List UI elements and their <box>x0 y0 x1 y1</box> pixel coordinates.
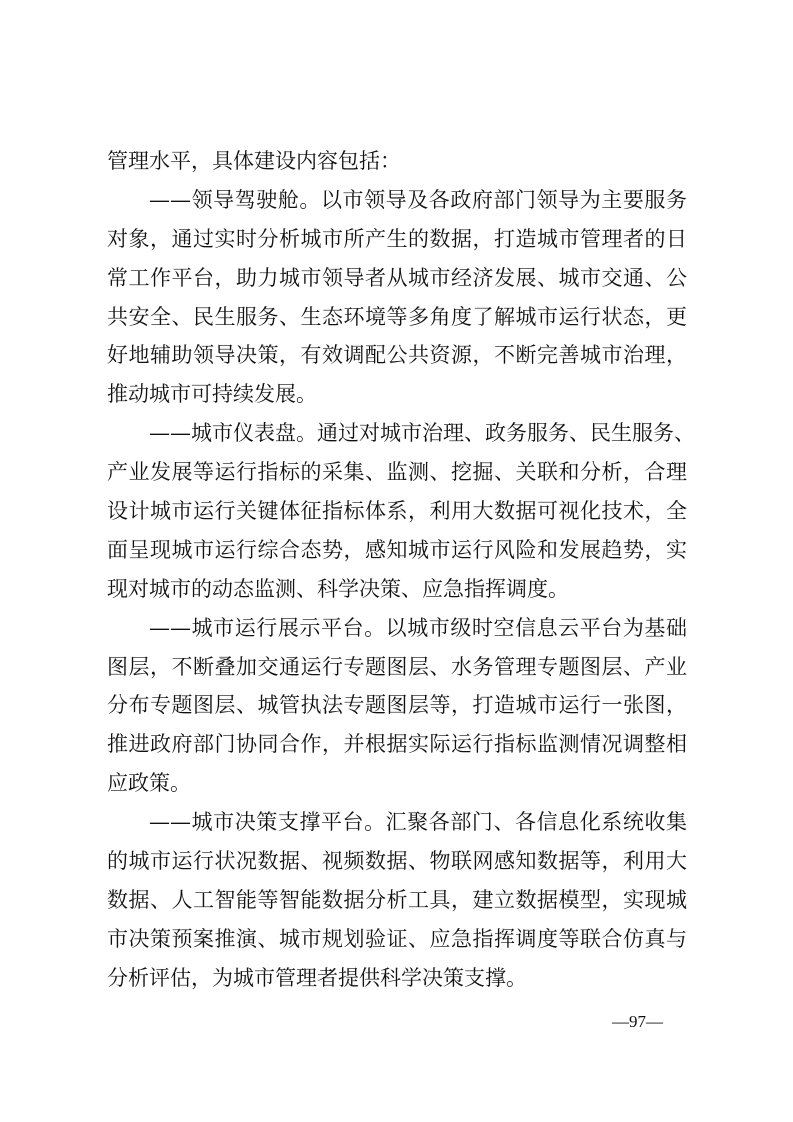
paragraph-line: 现对城市的动态监测、科学决策、应急指挥调度。 <box>107 576 569 601</box>
paragraph-line: ——城市仪表盘。通过对城市治理、政务服务、民生服务、 <box>149 421 695 446</box>
paragraph-line: 市决策预案推演、城市规划验证、应急指挥调度等联合仿真与 <box>107 926 687 951</box>
paragraph <box>107 142 687 181</box>
paragraph-line: 产业发展等运行指标的采集、监测、挖掘、关联和分析，合理 <box>107 460 687 485</box>
paragraph <box>107 181 687 414</box>
paragraph-line: 分析评估，为城市管理者提供科学决策支撑。 <box>107 965 527 990</box>
page-number: —97— <box>612 1012 663 1031</box>
paragraph-line: 对象，通过实时分析城市所产生的数据，打造城市管理者的日 <box>107 226 687 251</box>
paragraph-line: 分布专题图层、城管执法专题图层等，打造城市运行一张图， <box>107 693 687 718</box>
paragraph-line: 图层，不断叠加交通运行专题图层、水务管理专题图层、产业 <box>107 654 687 679</box>
paragraph-line: 的城市运行状况数据、视频数据、物联网感知数据等，利用大 <box>107 849 687 874</box>
paragraph-line: ——城市运行展示平台。以城市级时空信息云平台为基础 <box>149 615 687 640</box>
paragraph <box>107 414 695 608</box>
paragraph-line: 共安全、民生服务、生态环境等多角度了解城市运行状态，更 <box>107 304 687 329</box>
paragraph-line: 推动城市可持续发展。 <box>107 382 317 407</box>
paragraph <box>107 609 687 803</box>
paragraph-line: ——城市决策支撑平台。汇聚各部门、各信息化系统收集 <box>149 810 687 835</box>
paragraph-line: ——领导驾驶舱。以市领导及各政府部门领导为主要服务 <box>149 187 687 212</box>
paragraph-line: 设计城市运行关键体征指标体系，利用大数据可视化技术，全 <box>107 499 687 524</box>
paragraph-line: 管理水平，具体建设内容包括： <box>107 149 401 173</box>
paragraph-line: 推进政府部门协同合作，并根据实际运行指标监测情况调整相 <box>107 732 687 757</box>
paragraph-line: 好地辅助领导决策，有效调配公共资源，不断完善城市治理， <box>107 343 687 368</box>
paragraph-line: 应政策。 <box>107 771 191 796</box>
paragraph <box>107 803 687 997</box>
paragraph-line: 面呈现城市运行综合态势，感知城市运行风险和发展趋势，实 <box>107 537 687 562</box>
paragraph-line: 常工作平台，助力城市领导者从城市经济发展、城市交通、公 <box>107 265 687 290</box>
document-body <box>107 142 695 998</box>
paragraph-line: 数据、人工智能等智能数据分析工具，建立数据模型，实现城 <box>107 887 687 912</box>
